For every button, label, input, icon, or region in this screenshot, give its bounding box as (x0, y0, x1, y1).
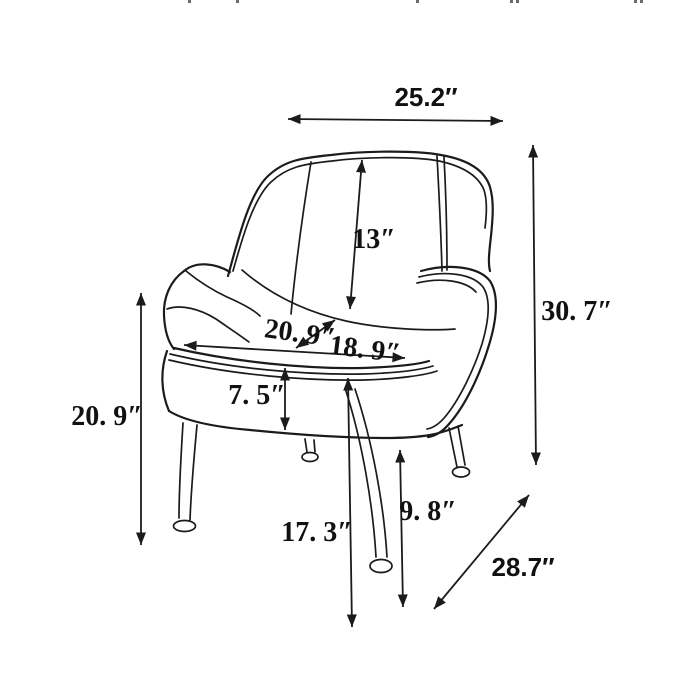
right-arm-outline (421, 267, 496, 437)
overall-depth-label: 28.7″ (491, 552, 555, 582)
base-left-edge (162, 351, 169, 411)
chair-right-arm (417, 267, 496, 437)
rear-left-foot (302, 453, 318, 462)
chair-left-arm (164, 264, 260, 349)
base-thickness-label: 7. 5″ (228, 380, 286, 411)
right-arm-piping-2 (417, 280, 476, 292)
rear-right-foot (453, 467, 470, 477)
chair-seat (162, 348, 462, 438)
leg-height-arrow (400, 450, 403, 607)
left-arm-cushion-line-2 (167, 307, 249, 342)
leg-height-label: 9. 8″ (399, 496, 457, 527)
seat-height-arrow (348, 378, 352, 627)
base-bottom-edge (169, 411, 462, 438)
chair-back-seam-right-2 (444, 157, 447, 270)
rear-right-leg (449, 426, 465, 467)
front-left-leg (179, 423, 197, 520)
overall-height-label: 30. 7″ (541, 296, 613, 327)
chair-back-seam-right (437, 156, 442, 271)
overall-height-arrow (533, 145, 536, 465)
front-right-foot (370, 560, 392, 573)
seat-width-label: 20. 9″ (262, 313, 338, 354)
right-arm-piping (419, 274, 488, 429)
front-left-foot (174, 521, 196, 532)
chair-back-seam-left (291, 162, 311, 314)
arm-height-label: 20. 9″ (71, 401, 143, 432)
seat-depth-label: 18. 9″ (327, 329, 403, 370)
back-height-label: 13″ (352, 224, 396, 255)
dimension-arrows (141, 119, 536, 627)
overall-width-label: 25.2″ (394, 82, 458, 112)
overall-width-arrow (288, 119, 503, 121)
seat-height-label: 17. 3″ (281, 517, 353, 548)
rear-left-leg (305, 439, 315, 452)
